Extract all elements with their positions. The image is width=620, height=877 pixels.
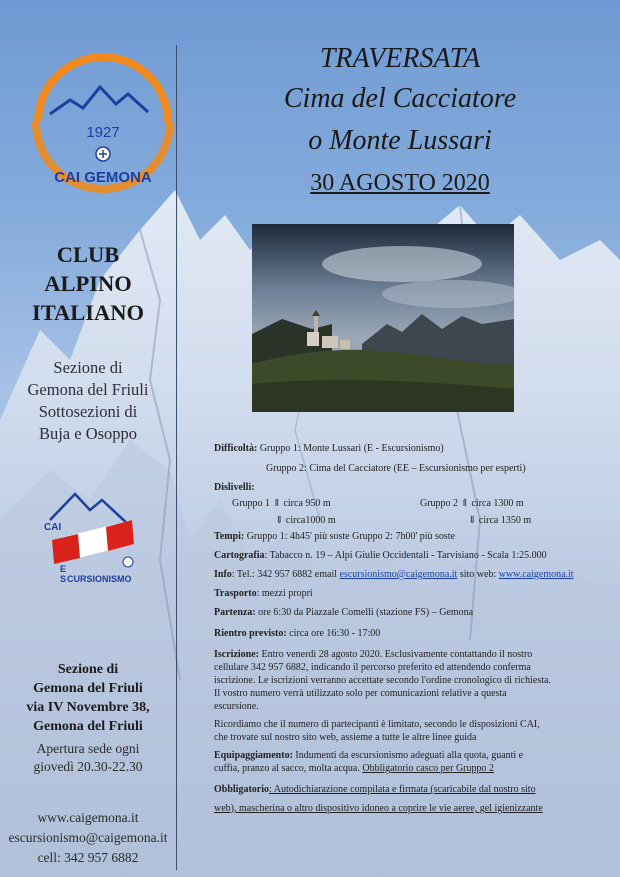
iscrizione: Iscrizione: Entro venerdì 28 agosto 2020. Esclusivamente contattando il nostro cellulare 342 957 6882, indicando il percorso preferito ed attendendo conferma iscrizione. Le iscrizioni verranno accettate secondo l'ordine cronologico di richiesta. Il vostro numero verrà utilizzato solo per comunicazioni relative a questa escursione.: [214, 649, 551, 712]
dislivelli-g2-up: Gruppo 2 ⇑ circa 1300 m: [420, 498, 524, 509]
dislivelli-g2-down: ⇓ circa 1350 m: [468, 515, 532, 526]
info-email-link[interactable]: escursionismo@caigemona.it: [339, 569, 458, 580]
website-link[interactable]: www.caigemona.it: [37, 810, 139, 825]
tempi: Tempi: Gruppo 1: 4h45' più soste Gruppo 2: 7h00' più soste: [214, 531, 456, 542]
email-link[interactable]: escursionismo@caigemona.it: [8, 830, 168, 845]
event-title-1: TRAVERSATA: [319, 43, 481, 74]
dislivelli-label: Dislivelli:: [214, 482, 255, 493]
trasporto: Trasporto: mezzi propri: [214, 588, 313, 599]
down-arrow-icon: ⇓: [275, 515, 284, 526]
up-arrow-icon: ⇑: [272, 498, 281, 509]
event-date: 30 AGOSTO 2020: [310, 170, 490, 196]
equipaggiamento: Equipaggiamento: Indumenti da escursionismo adeguati alla quota, guanti e cuffia, pranzo al sacco, molta acqua. Obbligatorio casco per Gruppo 2: [214, 750, 524, 774]
info-contacts: Info: Tel.: 342 957 6882 email escursionismo@caigemona.it sito web: www.caigemona.it: [214, 569, 574, 580]
svg-text:CAI GEMONA: CAI GEMONA: [54, 169, 152, 186]
up-arrow-icon: ⇑: [460, 498, 469, 509]
cai-escursionismo-logo: [40, 482, 140, 592]
cai-gemona-logo: [28, 42, 178, 202]
section-address: Sezione di Gemona del Friuli via IV Novembre 38, Gemona del Friuli: [26, 662, 150, 734]
club-name: CLUB ALPINO ITALIANO: [31, 242, 145, 325]
contact-info: [0, 808, 176, 868]
svg-text:S: S: [60, 574, 67, 584]
svg-text:E: E: [60, 564, 67, 574]
difficulty-g2: Gruppo 2: Cima del Cacciatore (EE – Escursionismo per esperti): [266, 463, 526, 474]
down-arrow-icon: ⇓: [468, 515, 477, 526]
ricordiamo: Ricordiamo che il numero di partecipanti è limitato, secondo le disposizioni CAI, che trovate sul nostro sito web, assieme a tutte le altre linee guida: [214, 719, 540, 743]
dislivelli-g1-up: Gruppo 1 ⇑ circa 950 m: [232, 498, 331, 509]
section-info: Sezione di Gemona del Friuli Sottosezioni di Buja e Osoppo: [27, 358, 149, 443]
info-web-link[interactable]: www.caigemona.it: [498, 569, 574, 580]
difficulty-g1: Difficoltà: Gruppo 1: Monte Lussari (E - Escursionismo): [214, 443, 444, 454]
opening-hours: Apertura sede ogni giovedì 20.30-22.30: [33, 741, 143, 774]
rientro: Rientro previsto: circa ore 16:30 - 17:00: [214, 628, 381, 639]
svg-text:CAI: CAI: [44, 522, 62, 533]
event-title-3: o Monte Lussari: [308, 125, 492, 156]
svg-text:CURSIONISMO: CURSIONISMO: [67, 574, 132, 584]
partenza: Partenza: ore 6:30 da Piazzale Comelli (stazione FS) – Gemona: [214, 607, 474, 618]
village-photo: [252, 224, 514, 412]
dislivelli-g1-down: ⇓ circa1000 m: [275, 515, 336, 526]
cell-number: cell: 342 957 6882: [37, 850, 139, 865]
event-title-2: Cima del Cacciatore: [283, 83, 517, 114]
svg-text:1927: 1927: [86, 124, 120, 141]
obbligatorio: Obbligatorio: Autodichiarazione compilata e firmata (scaricabile dal nostro sito web), mascherina o altro dispositivo idoneo a coprire le vie aeree, gel igienizzante: [214, 784, 543, 814]
cartografia: Cartografia: Tabacco n. 19 – Alpi Giulie Occidentali - Tarvisiano - Scala 1:25.000: [214, 550, 547, 561]
